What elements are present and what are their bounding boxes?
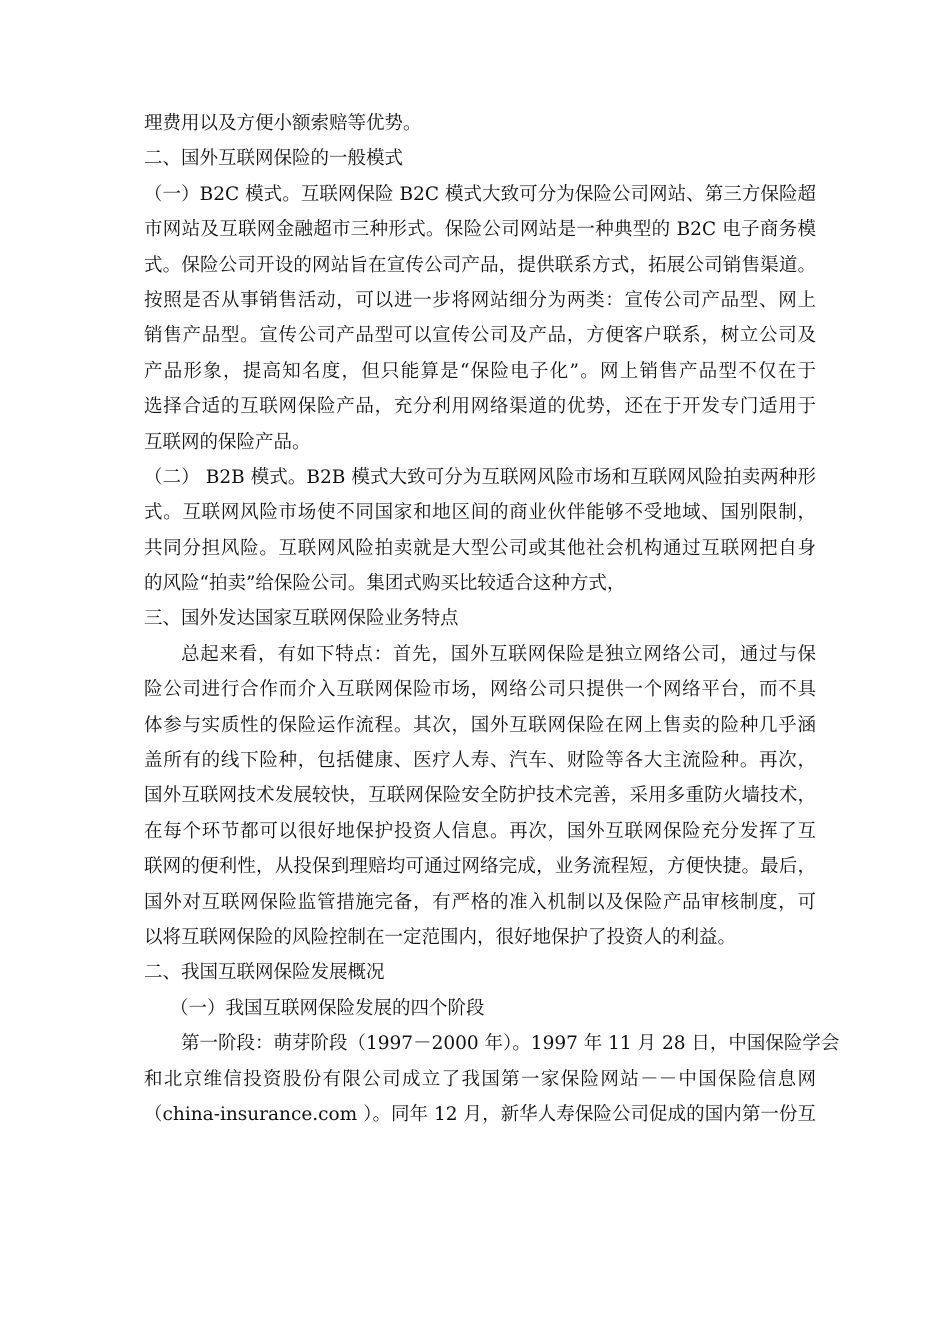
text-line: 在每个环节都可以很好地保护投资人信息。再次，国外互联网保险充分发挥了互 bbox=[144, 820, 816, 842]
text-line: 式。互联网风险市场使不同国家和地区间的商业伙伴能够不受地域、国别限制， bbox=[144, 502, 816, 524]
section-heading: 三、国外发达国家互联网保险业务特点 bbox=[144, 608, 459, 630]
text-line: 理费用以及方便小额索赔等优势。 bbox=[144, 113, 422, 134]
text-line: 险公司进行合作而介入互联网保险市场，网络公司只提供一个网络平台，而不具 bbox=[144, 679, 816, 701]
subsection-heading: （一）我国互联网保险发展的四个阶段 bbox=[170, 997, 485, 1019]
text-line: 和北京维信投资股份有限公司成立了我国第一家保险网站－－中国保险信息网 bbox=[144, 1068, 816, 1090]
text-line: 盖所有的线下险种，包括健康、医疗人寿、汽车、财险等各大主流险种。再次， bbox=[144, 750, 816, 772]
text-line: 以将互联网保险的风险控制在一定范围内，很好地保护了投资人的利益。 bbox=[144, 926, 737, 948]
text-line: 国外对互联网保险监管措施完备，有严格的准入机制以及保险产品审核制度，可 bbox=[144, 891, 816, 913]
text-line: 选择合适的互联网保险产品，充分利用网络渠道的优势，还在于开发专门适用于 bbox=[144, 396, 816, 418]
text-line: 市网站及互联网金融超市三种形式。保险公司网站是一种典型的 B2C 电子商务模 bbox=[144, 219, 816, 241]
text-line: （china-insurance.com ）。同年 12 月，新华人寿保险公司促成的国内第一份互 bbox=[144, 1103, 816, 1125]
text-line: 体参与实质性的保险运作流程。其次，国外互联网保险在网上售卖的险种几乎涵 bbox=[144, 714, 816, 736]
text-line: 互联网的保险产品。 bbox=[144, 431, 311, 453]
text-line: 的风险“拍卖”给保险公司。集团式购买比较适合这种方式， bbox=[144, 573, 626, 595]
paragraph-first-line: 总起来看，有如下特点：首先，国外互联网保险是独立网络公司，通过与保 bbox=[181, 643, 816, 665]
text-line: 产品形象，提高知名度，但只能算是“保险电子化”。网上销售产品型不仅在于 bbox=[144, 360, 816, 382]
document-page bbox=[144, 106, 840, 1132]
text-line: （一）B2C 模式。互联网保险 B2C 模式大致可分为保险公司网站、第三方保险超 bbox=[144, 183, 816, 205]
text-line: 式。保险公司开设的网站旨在宣传公司产品，提供联系方式，拓展公司销售渠道。 bbox=[144, 254, 816, 276]
text-line: 联网的便利性，从投保到理赔均可通过网络完成，业务流程短，方便快捷。最后， bbox=[144, 856, 816, 878]
section-heading: 二、国外互联网保险的一般模式 bbox=[144, 148, 404, 170]
text-line: 销售产品型。宣传公司产品型可以宣传公司及产品，方便客户联系，树立公司及 bbox=[144, 325, 816, 347]
text-line: 共同分担风险。互联网风险拍卖就是大型公司或其他社会机构通过互联网把自身 bbox=[144, 537, 816, 559]
text-line: 国外互联网技术发展较快，互联网保险安全防护技术完善，采用多重防火墙技术， bbox=[144, 785, 816, 807]
paragraph-first-line: 第一阶段：萌芽阶段（1997－2000 年）。1997 年 11 月 28 日，中国保险学会 bbox=[181, 1033, 840, 1055]
section-heading: 二、我国互联网保险发展概况 bbox=[144, 962, 385, 984]
text-line: 按照是否从事销售活动，可以进一步将网站细分为两类：宣传公司产品型、网上 bbox=[144, 289, 816, 311]
text-line: （二） B2B 模式。B2B 模式大致可分为互联网风险市场和互联网风险拍卖两种形 bbox=[144, 466, 816, 488]
